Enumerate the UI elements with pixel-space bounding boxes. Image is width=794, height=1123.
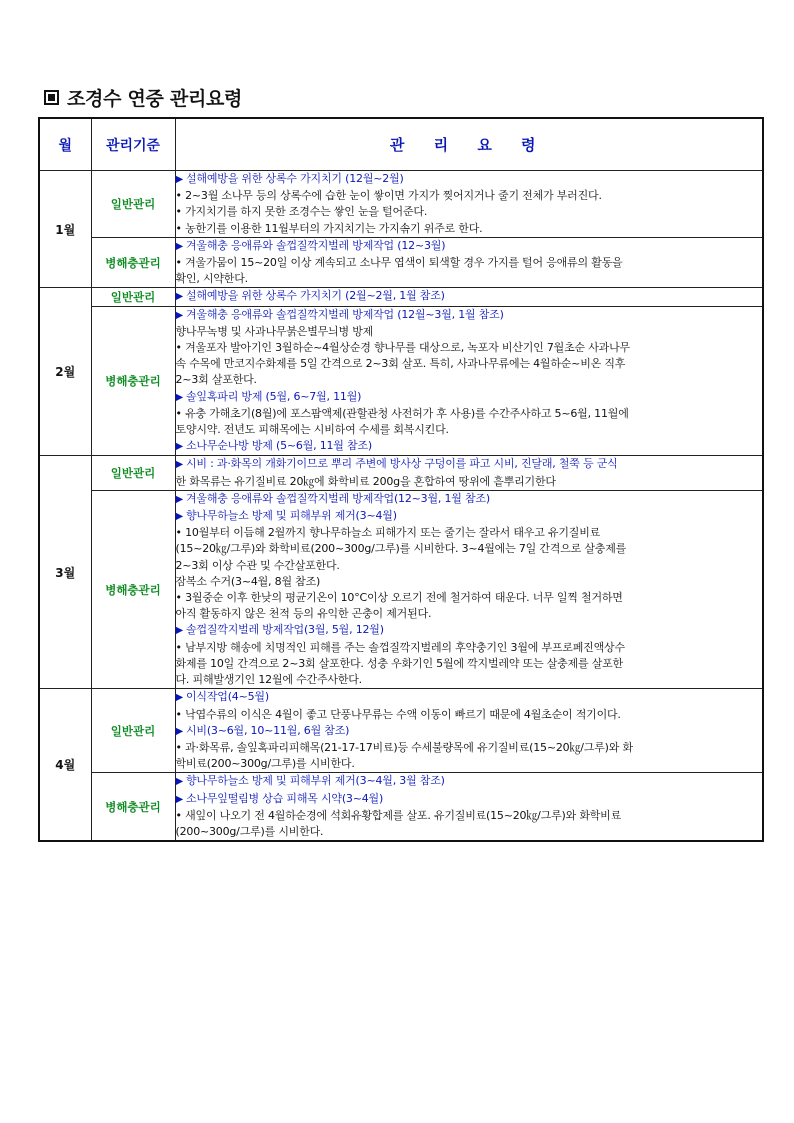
guideline-line-text: 속 수목에 만코지수화제를 5일 간격으로 2~3회 살포. 특히, 사과나무류에는 4월하순~비온 직후	[175, 357, 626, 371]
guideline-text	[176, 558, 763, 574]
month-cell: 1월	[39, 171, 91, 288]
table-row	[39, 689, 763, 773]
guideline-bullet	[176, 740, 763, 756]
guideline-line-text: 2~3월 소나무 등의 상록수에 습한 눈이 쌓이면 가지가 찢어지거나 줄기 전체가 부러진다.	[185, 189, 602, 203]
guideline-line-text: 소나무잎떨림병 상습 피해목 시약(3~4월)	[185, 791, 384, 805]
table-row	[39, 237, 763, 288]
guideline-line-text: 솔잎혹파리 방제 (5월, 6~7월, 11월)	[185, 389, 362, 403]
guideline-line-text: 시비 : 과·화목의 개화기이므로 뿌리 주변에 방사상 구덩이를 파고 시비, 진달래, 철쭉 등 군식	[185, 457, 618, 471]
category-cell: 일반관리	[91, 456, 175, 490]
guideline-line-text: (200~300g/그루)를 시비한다.	[175, 824, 324, 838]
guideline-line-text: 10월부터 이듬해 2월까지 향나무하늘소 피해가지 또는 줄기는 잘라서 태우고 유기질비료	[185, 526, 601, 540]
document-title-text: 조경수 연중 관리요령	[67, 87, 243, 110]
guideline-heading	[176, 389, 763, 406]
month-cell: 3월	[39, 456, 91, 689]
guideline-heading	[176, 773, 763, 790]
guideline-text	[176, 606, 763, 622]
category-cell: 일반관리	[91, 288, 175, 306]
guideline-bullet	[176, 707, 763, 723]
guideline-line-text: 잠복소 수거(3~4월, 8월 참조)	[175, 574, 321, 588]
guideline-bullet	[176, 204, 763, 220]
guideline-cell	[175, 171, 763, 238]
guideline-line-text: 솔껍질깍지벌레 방제작업(3월, 5월, 12월)	[185, 623, 384, 637]
guideline-line-text: 화제를 10일 간격으로 2~3회 살포한다. 성충 우화기인 5월에 깍지벌레약 또는 살충제를 살포한	[175, 656, 623, 670]
guideline-line-text: 겨울해충 응애류와 솔껍질깍지벌레 방제작업 (12월~3월, 1월 참조)	[185, 307, 504, 321]
guideline-cell	[175, 456, 763, 490]
guideline-bullet	[176, 340, 763, 356]
guideline-line-text: 다. 피해발생기인 12월에 수간주사한다.	[175, 673, 362, 687]
guideline-bullet	[176, 640, 763, 656]
guideline-bullet	[176, 590, 763, 606]
guideline-line-text: 농한기를 이용한 11월부터의 가지치기는 가지솎기 위주로 한다.	[185, 221, 483, 235]
category-cell: 병해충관리	[91, 773, 175, 841]
guideline-text	[176, 422, 763, 438]
guideline-line-text: 향나무녹병 및 사과나무붉은별무늬병 방제	[175, 324, 374, 338]
guideline-line-text: 2~3회 이상 수관 및 수간살포한다.	[175, 558, 340, 572]
guideline-cell	[175, 288, 763, 306]
guideline-cell	[175, 237, 763, 288]
guideline-heading	[176, 689, 763, 706]
guideline-heading	[176, 171, 763, 188]
guideline-line-text: 학비료(200~300g/그루)를 시비한다.	[175, 757, 355, 771]
guideline-heading	[176, 491, 763, 508]
category-cell: 병해충관리	[91, 237, 175, 288]
guideline-line-text: 낙엽수류의 이식은 4월이 좋고 단풍나무류는 수액 이동이 빠르기 때문에 4월초순이 적기이다.	[185, 707, 621, 721]
guideline-line-text: 2~3회 살포한다.	[175, 373, 257, 387]
guideline-line-text: 향나무하늘소 방제 및 피해부위 제거(3~4월)	[185, 509, 397, 523]
guideline-text	[176, 574, 763, 590]
guideline-line-text: 남부지방 해송에 치명적인 피해를 주는 솔껍질깍지벌레의 후약충기인 3월에 부프로페진액상수	[185, 640, 625, 654]
guideline-heading	[176, 238, 763, 255]
header-month: 월	[39, 118, 91, 171]
guideline-bullet	[176, 808, 763, 824]
guideline-line-text: 3월중순 이후 한낮의 평균기온이 10°C이상 오르기 전에 철거하여 태운다. 너무 일찍 철거하면	[185, 591, 623, 605]
guideline-heading	[176, 622, 763, 639]
guideline-cell	[175, 689, 763, 773]
guideline-cell	[175, 490, 763, 688]
table-row	[39, 306, 763, 456]
guideline-line-text: 향나무하늘소 방제 및 피해부위 제거(3~4월, 3월 참조)	[185, 774, 445, 788]
guideline-line-text: 이식작업(4~5월)	[185, 690, 269, 704]
guideline-text	[176, 356, 763, 372]
guideline-line-text: 겨울해충 응애류와 솔껍질깍지벌레 방제작업 (12~3월)	[185, 238, 446, 252]
guideline-bullet	[176, 255, 763, 271]
document-title	[44, 84, 242, 110]
guideline-bullet	[176, 406, 763, 422]
guideline-line-text: 아직 활동하지 않은 천적 등의 유익한 곤충이 제거된다.	[175, 607, 432, 621]
guideline-line-text: 한 화목류는 유기질비료 20㎏에 화학비료 200g을 혼합하여 땅위에 흩뿌리기한다	[175, 474, 556, 488]
table-row	[39, 456, 763, 490]
guideline-line-text: 소나무순나방 방제 (5~6월, 11월 참조)	[185, 439, 372, 453]
guideline-heading	[176, 508, 763, 525]
table-row	[39, 773, 763, 841]
guideline-text	[176, 756, 763, 772]
guideline-line-text: 유충 가해초기(8월)에 포스팜액제(관할관청 사전허가 후 사용)를 수간주사하고 5~6월, 11월에	[185, 406, 629, 420]
guideline-line-text: 가지치기를 하지 못한 조경수는 쌓인 눈을 털어준다.	[185, 205, 428, 219]
month-cell: 2월	[39, 288, 91, 456]
guideline-cell	[175, 306, 763, 456]
guideline-text	[176, 824, 763, 840]
category-cell: 병해충관리	[91, 490, 175, 688]
category-cell: 병해충관리	[91, 306, 175, 456]
guideline-bullet	[176, 525, 763, 541]
guideline-heading	[176, 456, 763, 473]
guideline-line-text: 시비(3~6월, 10~11월, 6월 참조)	[185, 723, 350, 737]
guideline-text	[176, 372, 763, 388]
guideline-text	[176, 324, 763, 340]
guideline-text	[176, 474, 763, 490]
guideline-line-text: 과·화목류, 솔잎혹파리피해목(21-17-17비료)등 수세불량목에 유기질비료(15~20㎏/그루)와 화	[185, 740, 633, 754]
square-bullet-icon	[44, 90, 59, 105]
category-cell: 일반관리	[91, 689, 175, 773]
guideline-heading	[176, 791, 763, 808]
header-criteria: 관리기준	[91, 118, 175, 171]
header-row	[39, 118, 763, 171]
table-row	[39, 288, 763, 306]
guideline-text	[176, 541, 763, 557]
guideline-line-text: 설해예방을 위한 상록수 가지치기 (2월~2월, 1월 참조)	[185, 289, 445, 303]
guideline-line-text: 겨울가뭄이 15~20일 이상 계속되고 소나무 엽색이 퇴색할 경우 가지를 털어 응애류의 활동을	[185, 256, 623, 270]
guideline-line-text: 겨울해충 응애류와 솔껍질깍지벌레 방제작업(12~3월, 1월 참조)	[185, 491, 490, 505]
month-cell: 4월	[39, 689, 91, 841]
guideline-text	[176, 656, 763, 672]
guideline-heading	[176, 438, 763, 455]
guideline-bullet	[176, 221, 763, 237]
table-row	[39, 171, 763, 238]
guideline-line-text: 설해예방을 위한 상록수 가지치기 (12월~2월)	[185, 172, 404, 185]
table-row	[39, 490, 763, 688]
management-table	[38, 117, 764, 842]
guideline-text	[176, 672, 763, 688]
guideline-heading	[176, 307, 763, 324]
guideline-bullet	[176, 188, 763, 204]
guideline-heading	[176, 723, 763, 740]
guideline-cell	[175, 773, 763, 841]
guideline-line-text: 확인, 시약한다.	[175, 272, 248, 286]
guideline-text	[176, 271, 763, 287]
guideline-heading	[176, 288, 763, 305]
guideline-line-text: (15~20㎏/그루)와 화학비료(200~300g/그루)를 시비한다. 3~4월에는 7일 간격으로 살충제를	[175, 542, 627, 556]
guideline-line-text: 토양시약. 전년도 피해목에는 시비하여 수세를 회복시킨다.	[175, 423, 449, 437]
header-content: 관 리 요 령	[175, 118, 763, 171]
guideline-line-text: 겨울포자 발아기인 3월하순~4월상순경 향나무를 대상으로, 녹포자 비산기인 7월초순 사과나무	[185, 341, 630, 355]
guideline-line-text: 새잎이 나오기 전 4월하순경에 석회유황합제를 살포. 유기질비료(15~20㎏/그루)와 화학비료	[185, 808, 622, 822]
category-cell: 일반관리	[91, 171, 175, 238]
